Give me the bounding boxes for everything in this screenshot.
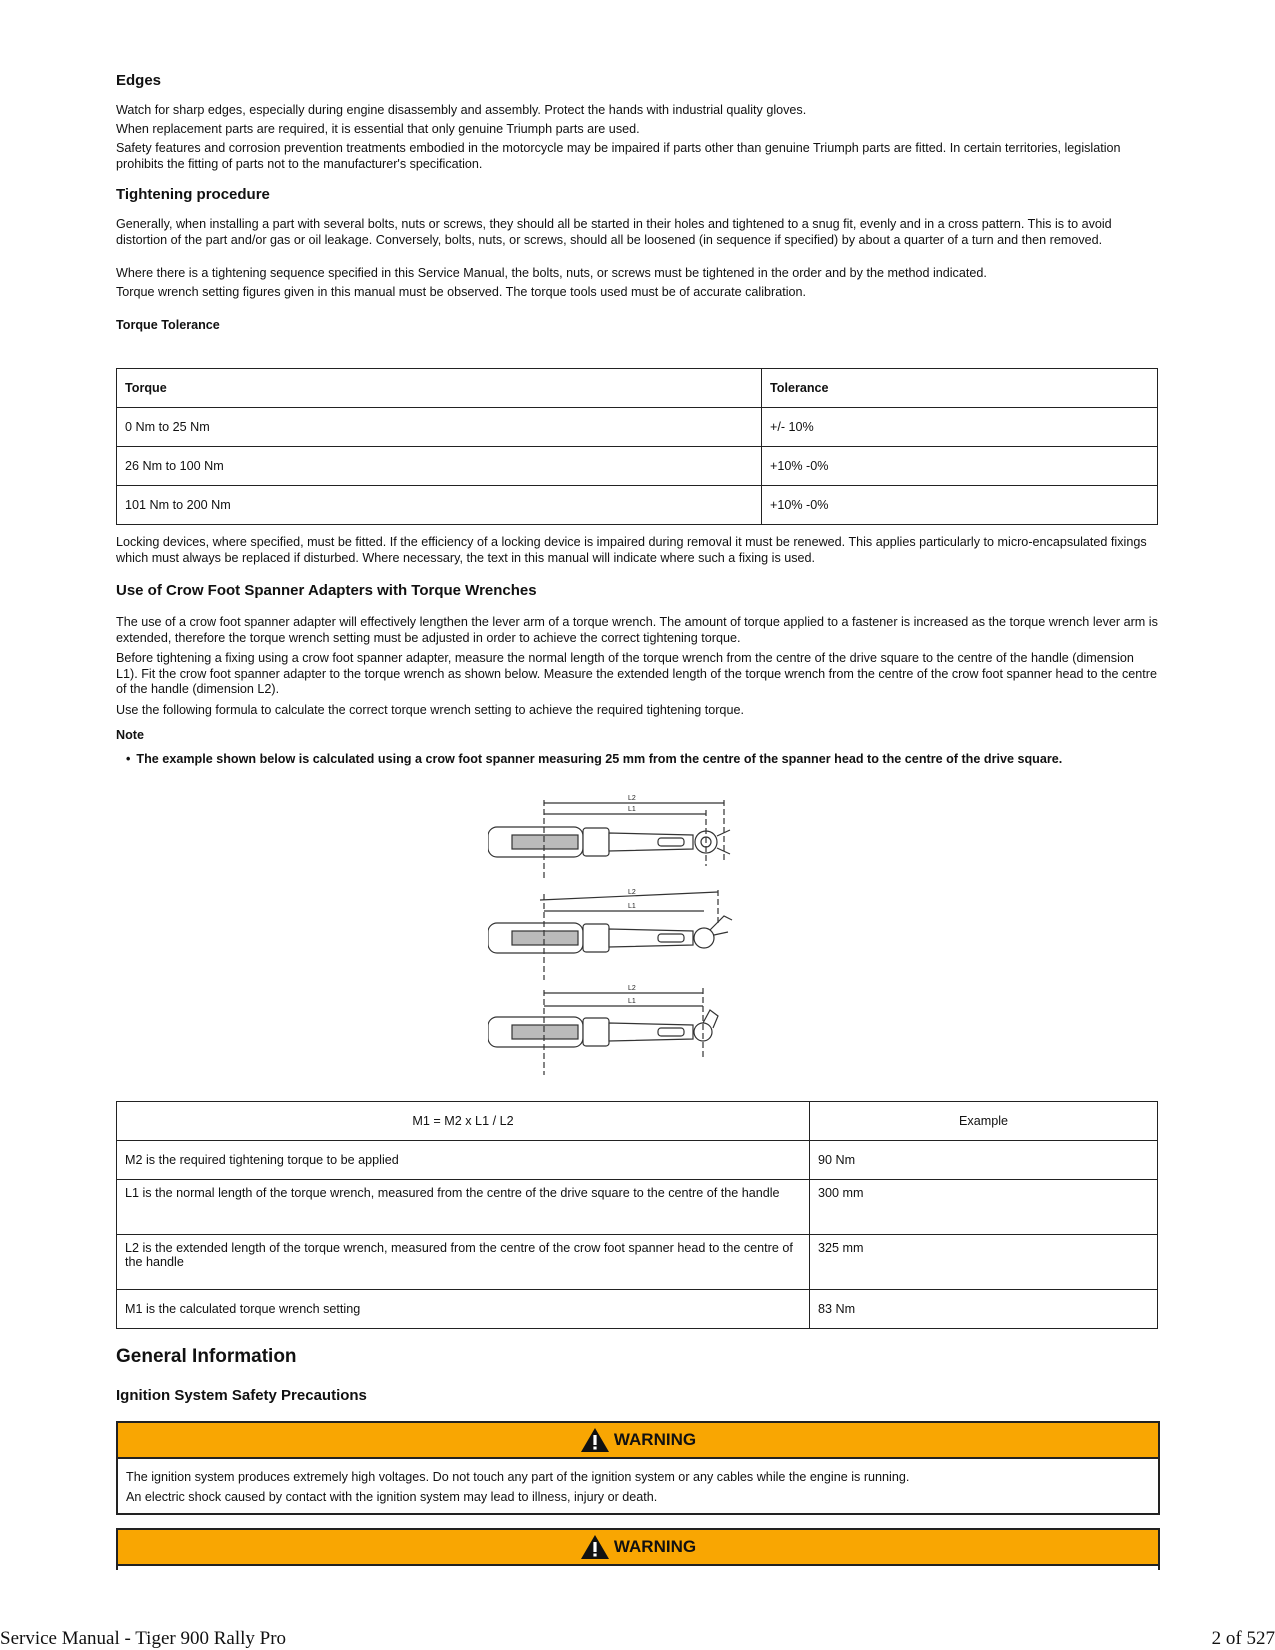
- warning-triangle-icon: [580, 1427, 610, 1453]
- torque-tolerance-table: [116, 368, 1158, 525]
- edges-paragraph-3: Safety features and corrosion prevention treatments embodied in the motorcycle may be impaired if parts other than genuine Triumph parts are fitted. In certain territories, legislation prohibits the fitting of parts not to the manufacturer's specification.: [116, 141, 1121, 171]
- warning-title: WARNING: [613, 1430, 697, 1449]
- table-row: [117, 408, 1158, 447]
- tightening-paragraph-3: Torque wrench setting figures given in this manual must be observed. The torque tools used must be of accurate calibration.: [116, 285, 807, 299]
- table-row: [117, 486, 1158, 525]
- note-bullet: • The example shown below is calculated using a crow foot spanner measuring 25 mm from the centre of the spanner head to the centre of the drive square.: [126, 752, 1062, 766]
- table-cell: M1 is the calculated torque wrench setting: [117, 1290, 810, 1329]
- warning-line: An electric shock caused by contact with the ignition system may lead to illness, injury or death.: [126, 1490, 658, 1504]
- table-row: [117, 1290, 1158, 1329]
- table-cell: 90 Nm: [810, 1141, 1158, 1180]
- warning-box: [116, 1421, 1160, 1515]
- table-header-cell: Example: [810, 1102, 1158, 1141]
- torque-tolerance-heading: Torque Tolerance: [116, 318, 220, 332]
- edges-paragraph-2: When replacement parts are required, it is essential that only genuine Triumph parts are used.: [116, 122, 640, 136]
- warning-body: [118, 1459, 1158, 1513]
- table-cell: 300 mm: [810, 1180, 1158, 1235]
- edges-paragraph-1: Watch for sharp edges, especially during engine disassembly and assembly. Protect the hands with industrial quality gloves.: [116, 103, 807, 117]
- table-cell: L2 is the extended length of the torque wrench, measured from the centre of the crow foot spanner head to the centre of the handle: [117, 1235, 810, 1290]
- table-row: [117, 1235, 1158, 1290]
- table-header-cell: Tolerance: [762, 369, 1158, 408]
- locking-devices-paragraph: Locking devices, where specified, must be fitted. If the efficiency of a locking device is impaired during removal it must be renewed. This applies particularly to micro-encapsulated fixings which must always be replaced if disturbed. Where necessary, the text in this manual will indicate where such a fixing is used.: [116, 535, 1147, 565]
- label-l2: L2: [628, 985, 636, 992]
- warning-line: The ignition system produces extremely high voltages. Do not touch any part of the ignition system or any cables while the engine is running.: [126, 1470, 910, 1484]
- section-heading-tightening: Tightening procedure: [116, 186, 270, 203]
- tightening-paragraph-2: Where there is a tightening sequence specified in this Service Manual, the bolts, nuts, or screws must be tightened in the order and by the method indicated.: [116, 266, 987, 280]
- section-heading-edges: Edges: [116, 72, 162, 89]
- table-cell: +10% -0%: [762, 447, 1158, 486]
- table-header-row: [117, 1102, 1158, 1141]
- torque-formula-table: [116, 1101, 1158, 1329]
- crowfoot-paragraph-3: Use the following formula to calculate the correct torque wrench setting to achieve the required tightening torque.: [116, 703, 744, 717]
- warning-header: [118, 1423, 1158, 1459]
- label-l2: L2: [628, 889, 636, 896]
- footer-page-number: 2 of 527: [1211, 1628, 1275, 1649]
- table-header-row: [117, 369, 1158, 408]
- crowfoot-paragraph-1: The use of a crow foot spanner adapter will effectively lengthen the lever arm of a torque wrench. The amount of torque applied to a fastener is increased as the torque wrench lever arm is extended, therefore the torque wrench setting must be adjusted in order to achieve the correct tightening torque.: [116, 615, 1158, 645]
- table-row: [117, 447, 1158, 486]
- crowfoot-paragraph-2: Before tightening a fixing using a crow foot spanner adapter, measure the normal length of the torque wrench from the centre of the drive square to the centre of the handle (dimension L1). Fit the crow foot spanner adapter to the torque wrench as shown below. Measure the extended length of the torque wrench from the centre of the crow foot spanner head to the centre of the handle (dimension L2).: [116, 651, 1158, 696]
- label-l1: L1: [628, 998, 636, 1005]
- formula-cell: M1 = M2 x L1 / L2: [117, 1102, 810, 1141]
- ignition-safety-heading: Ignition System Safety Precautions: [116, 1387, 367, 1404]
- torque-wrench-diagram: [488, 790, 778, 1080]
- table-cell: L1 is the normal length of the torque wrench, measured from the centre of the drive square to the centre of the handle: [117, 1180, 810, 1235]
- note-label: Note: [116, 728, 144, 742]
- section-heading-crowfoot: Use of Crow Foot Spanner Adapters with Torque Wrenches: [116, 582, 537, 599]
- warning-triangle-icon: [580, 1534, 610, 1560]
- footer-document-title: Service Manual - Tiger 900 Rally Pro: [0, 1628, 287, 1649]
- table-cell: +/- 10%: [762, 408, 1158, 447]
- label-l2: L2: [628, 795, 636, 802]
- wrench-straight: [488, 827, 730, 857]
- tightening-paragraph-1: Generally, when installing a part with several bolts, nuts or screws, they should all be started in their holes and tightened to a snug fit, evenly and in a cross pattern. This is to avoid distortion of the part and/or gas or oil leakage. Conversely, bolts, nuts, or screws, should all be loosened (in sequence if specified) by about a quarter of a turn and then removed.: [116, 217, 1112, 247]
- table-cell: 26 Nm to 100 Nm: [117, 447, 762, 486]
- table-cell: 83 Nm: [810, 1290, 1158, 1329]
- warning-header: [118, 1530, 1158, 1566]
- warning-title: WARNING: [613, 1537, 697, 1556]
- table-cell: M2 is the required tightening torque to be applied: [117, 1141, 810, 1180]
- wrench-reversed: [488, 1010, 718, 1047]
- label-l1: L1: [628, 806, 636, 813]
- table-row: [117, 1141, 1158, 1180]
- table-row: [117, 1180, 1158, 1235]
- wrench-angled: [488, 916, 732, 953]
- warning-box: [116, 1528, 1160, 1570]
- general-information-heading: General Information: [116, 1346, 297, 1367]
- label-l1: L1: [628, 903, 636, 910]
- table-cell: 325 mm: [810, 1235, 1158, 1290]
- table-cell: 0 Nm to 25 Nm: [117, 408, 762, 447]
- table-cell: +10% -0%: [762, 486, 1158, 525]
- table-cell: 101 Nm to 200 Nm: [117, 486, 762, 525]
- table-header-cell: Torque: [117, 369, 762, 408]
